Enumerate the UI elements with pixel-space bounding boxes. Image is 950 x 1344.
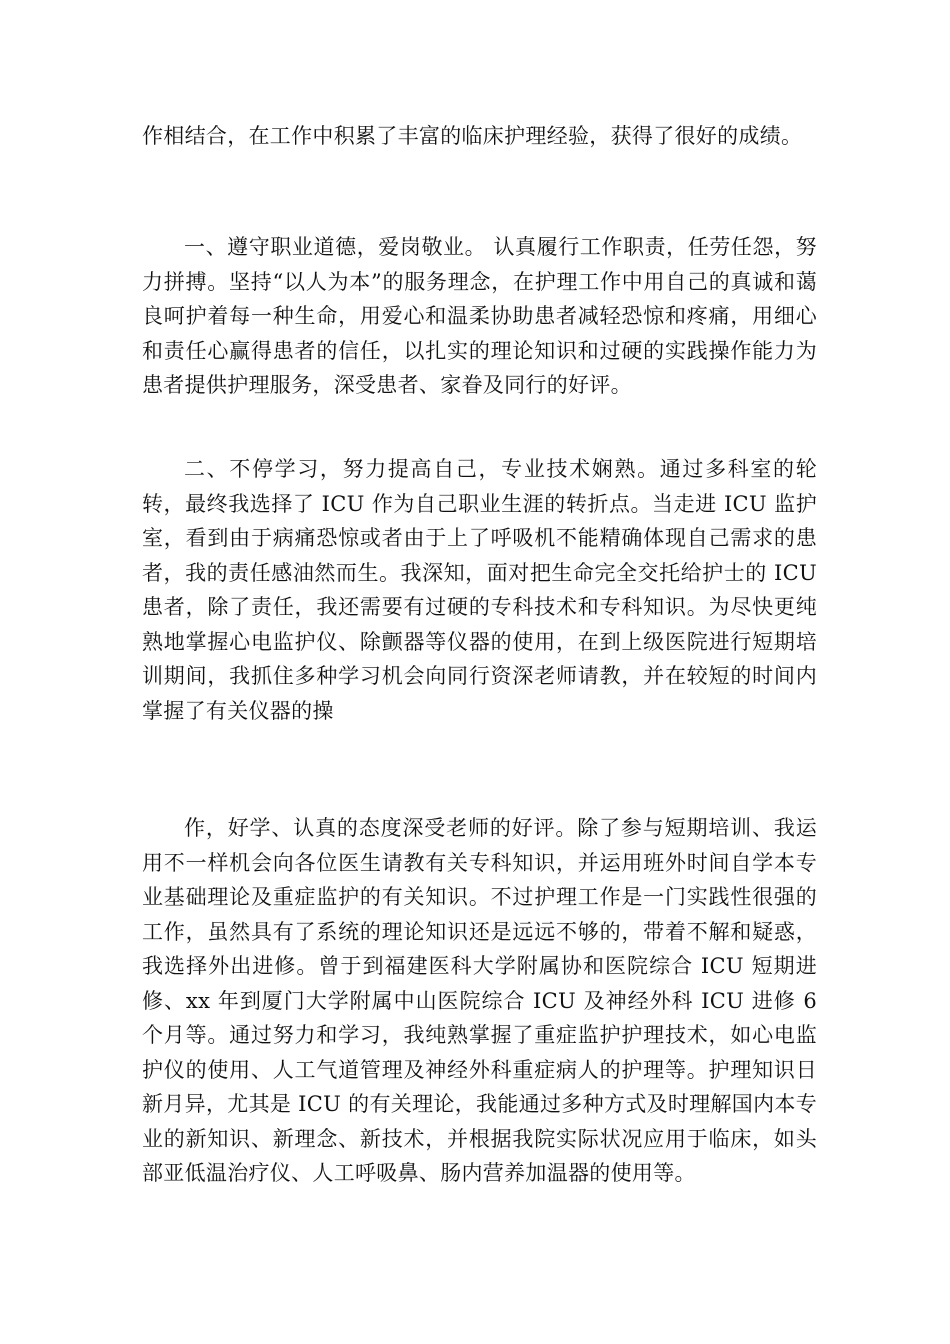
paragraph-continuation: 作相结合，在工作中积累了丰富的临床护理经验，获得了很好的成绩。 [142,124,803,148]
paragraph-continuous-learning: 二、不停学习，努力提高自己，专业技术娴熟。通过多科室的轮转，最终我选择了 ICU 作为自己职业生涯的转折点。当走进 ICU 监护室，看到由于病痛恐惊或者由于上了呼吸机不能精确体现自己需求的患者，我的责任感油然而生。我深知，面对把生命完全交托给护士的 ICU 患者，除了责任，我还需要有过硬的专科技术和专科知识。为尽快更纯熟地掌握心电监护仪、除颤器等仪器的使用，在到上级医院进行短期培训期间，我抓住多种学习机会向同行资深老师请教，并在较短的时间内掌握了有关仪器的操 [142,457,817,723]
paragraph-training-and-study: 作，好学、认真的态度深受老师的好评。除了参与短期培训、我运用不一样机会向各位医生请教有关专科知识，并运用班外时间自学本专业基础理论及重症监护的有关知识。不过护理工作是一门实践性很强的工作，虽然具有了系统的理论知识还是远远不够的，带着不解和疑惑，我选择外出进修。曾于到福建医科大学附属协和医院综合 ICU 短期进修、xx 年到厦门大学附属中山医院综合 ICU 及神经外科 ICU 进修 6 个月等。通过努力和学习，我纯熟掌握了重症监护护理技术，如心电监护仪的使用、人工气道管理及神经外科重症病人的护理等。护理知识日新月异，尤其是 ICU 的有关理论，我能通过多种方式及时理解国内本专业的新知识、新理念、新技术，并根据我院实际状况应用于临床，如头部亚低温治疗仪、人工呼吸鼻、肠内营养加温器的使用等。 [142,816,817,1185]
paragraph-professional-ethics: 一、遵守职业道德，爱岗敬业。 认真履行工作职责，任劳任怨，努力拼搏。坚持“以人为本”的服务理念，在护理工作中用自己的真诚和蔼良呵护着每一种生命，用爱心和温柔协助患者减轻恐惊和疼痛，用细心和责任心赢得患者的信任，以扎实的理论知识和过硬的实践操作能力为患者提供护理服务，深受患者、家眷及同行的好评。 [142,235,817,397]
